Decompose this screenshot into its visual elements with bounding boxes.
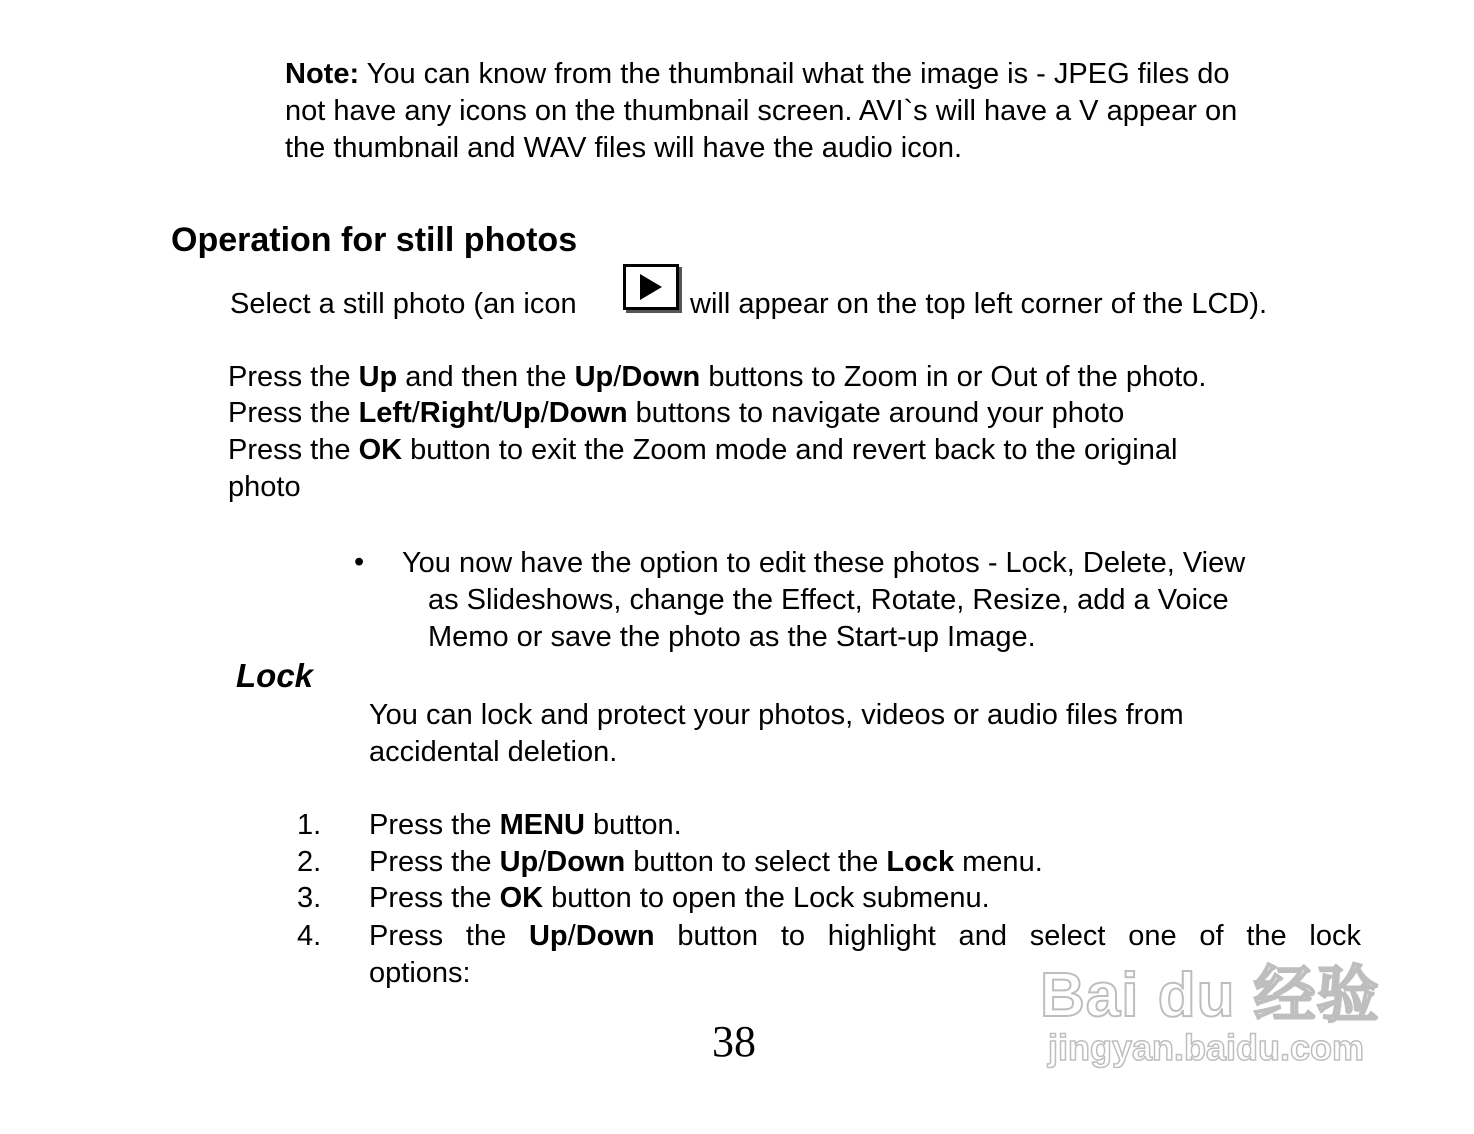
lock-desc-1: You can lock and protect your photos, videos or audio files from — [369, 699, 1184, 731]
section-title: Operation for still photos — [171, 221, 578, 259]
bullet-line-3: Memo or save the photo as the Start-up Image. — [428, 621, 1036, 653]
note-line-1: Note: You can know from the thumbnail what the image is - JPEG files do — [285, 58, 1230, 90]
baidu-watermark — [1040, 935, 1390, 1085]
watermark-logo-text: Bai du 经验 — [1040, 961, 1380, 1030]
zoom-line-2: Press the Left/Right/Up/Down buttons to navigate around your photo — [228, 397, 1125, 429]
step-4-continuation: options: — [369, 957, 471, 989]
note-line-2: not have any icons on the thumbnail screen. AVI`s will have a V appear on — [285, 95, 1238, 127]
bullet-marker: • — [354, 546, 365, 578]
step-4: Press the Up/Down button to highlight and select one of the lock — [369, 920, 1361, 952]
zoom-line-3: Press the OK button to exit the Zoom mode and revert back to the original — [228, 434, 1178, 466]
select-text-before: Select a still photo (an icon — [230, 288, 577, 320]
step-number-3: 3. — [297, 882, 322, 914]
select-text-after: will appear on the top left corner of the LCD). — [690, 288, 1268, 320]
step-2: Press the Up/Down button to select the Lock menu. — [369, 846, 1043, 878]
note-label: Note: — [285, 58, 360, 90]
step-number-1: 1. — [297, 809, 322, 841]
bullet-line-2: as Slideshows, change the Effect, Rotate, Resize, add a Voice — [428, 584, 1229, 616]
watermark-url: jingyan.baidu.com — [1048, 1027, 1365, 1068]
page-number: 38 — [712, 1017, 756, 1066]
play-icon — [623, 264, 679, 310]
step-number-2: 2. — [297, 846, 322, 878]
step-number-4: 4. — [297, 920, 322, 952]
step-1: Press the MENU button. — [369, 809, 682, 841]
lock-desc-2: accidental deletion. — [369, 736, 618, 768]
bullet-line-1: You now have the option to edit these photos - Lock, Delete, View — [402, 547, 1246, 579]
zoom-line-4: photo — [228, 471, 301, 503]
zoom-line-1: Press the Up and then the Up/Down buttons to Zoom in or Out of the photo. — [228, 361, 1207, 393]
note-line-3: the thumbnail and WAV files will have the audio icon. — [285, 132, 963, 164]
lock-title: Lock — [236, 657, 314, 694]
step-3: Press the OK button to open the Lock submenu. — [369, 882, 990, 914]
